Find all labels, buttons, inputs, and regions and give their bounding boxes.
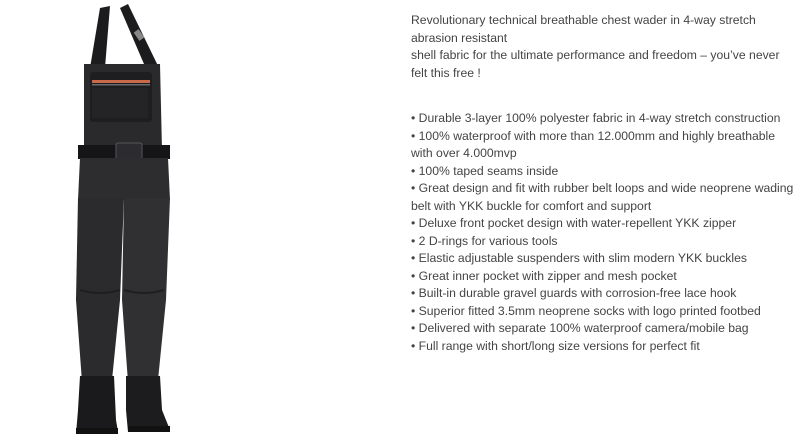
feature-item: • Great design and fit with rubber belt loops and wide neoprene wading belt with YKK buckle for comfort and support <box>411 181 794 213</box>
feature-item: • Deluxe front pocket design with water-repellent YKK zipper <box>411 216 737 230</box>
intro-line: Revolutionary technical breathable chest wader in 4-way stretch abrasion resistant <box>411 13 756 45</box>
feature-item: • Built-in durable gravel guards with corrosion-free lace hook <box>411 286 737 300</box>
feature-item: • 2 D-rings for various tools <box>411 233 558 248</box>
feature-item: • Superior fitted 3.5mm neoprene socks with logo printed footbed <box>411 303 761 318</box>
wader-illustration <box>0 0 300 444</box>
product-description <box>411 12 796 355</box>
feature-item: • 100% taped seams inside <box>411 163 559 178</box>
product-image <box>0 0 300 444</box>
feature-item: • Great inner pocket with zipper and mesh pocket <box>411 268 677 283</box>
feature-list <box>411 110 796 355</box>
feature-item: • Elastic adjustable suspenders with slim modern YKK buckles <box>411 251 747 265</box>
description-intro <box>411 12 796 82</box>
feature-item: • Durable 3-layer 100% polyester fabric in 4-way stretch construction <box>411 111 781 125</box>
feature-item: • Delivered with separate 100% waterproof camera/mobile bag <box>411 321 749 335</box>
feature-item: • Full range with short/long size versions for perfect fit <box>411 338 700 353</box>
intro-line: shell fabric for the ultimate performance and freedom – you’ve never felt this free ! <box>411 48 780 80</box>
feature-item: • 100% waterproof with more than 12.000mm and highly breathable with over 4.000mvp <box>411 128 776 160</box>
